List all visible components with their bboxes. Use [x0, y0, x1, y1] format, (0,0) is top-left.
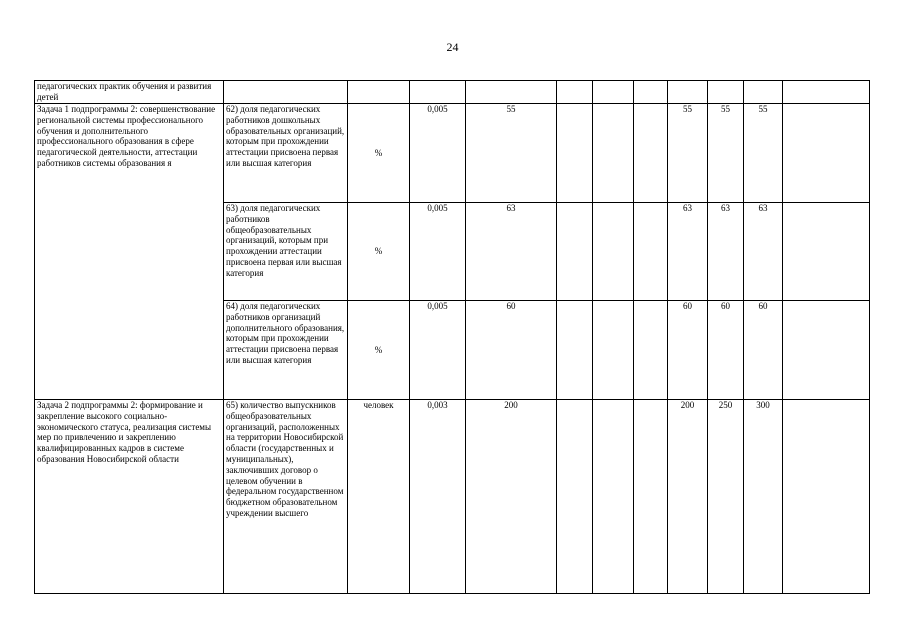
unit-cell: % — [348, 104, 410, 203]
table-row — [35, 104, 870, 203]
weight-cell: 0,005 — [410, 301, 466, 400]
note-cell — [783, 81, 870, 104]
note-cell — [783, 400, 870, 594]
indicator-cell: 64) доля педагогических работников организаций дополнительного образования, которым при прохождении аттестации присвоена первая или высшая категория — [224, 301, 348, 400]
task-cell: Задача 1 подпрограммы 2: совершенствование региональной системы профессионального обучения и дополнительного профессионального образования в сфере педагогической деятельности, аттестации работников системы образования я — [35, 104, 224, 400]
empty-cell — [557, 400, 593, 594]
base-value-cell — [466, 81, 557, 104]
weight-cell: 0,005 — [410, 104, 466, 203]
empty-cell — [557, 301, 593, 400]
empty-cell — [593, 400, 634, 594]
empty-cell — [634, 81, 668, 104]
note-cell — [783, 104, 870, 203]
year1-cell: 60 — [668, 301, 708, 400]
indicators-table — [34, 80, 870, 594]
year3-cell: 300 — [744, 400, 783, 594]
base-value-cell: 200 — [466, 400, 557, 594]
note-cell — [783, 203, 870, 301]
empty-cell — [593, 203, 634, 301]
weight-cell: 0,005 — [410, 203, 466, 301]
empty-cell — [593, 104, 634, 203]
empty-cell — [593, 81, 634, 104]
note-cell — [783, 301, 870, 400]
year2-cell: 55 — [708, 104, 744, 203]
year1-cell: 63 — [668, 203, 708, 301]
indicator-cell: 62) доля педагогических работников дошкольных образовательных организаций, которым при прохождении аттестации присвоена первая или высшая категория — [224, 104, 348, 203]
year2-cell: 60 — [708, 301, 744, 400]
task-cell: педагогических практик обучения и развития детей — [35, 81, 224, 104]
empty-cell — [634, 301, 668, 400]
year3-cell: 60 — [744, 301, 783, 400]
empty-cell — [634, 104, 668, 203]
empty-cell — [557, 81, 593, 104]
base-value-cell: 60 — [466, 301, 557, 400]
year3-cell — [744, 81, 783, 104]
year3-cell: 55 — [744, 104, 783, 203]
empty-cell — [593, 301, 634, 400]
page-number: 24 — [446, 40, 459, 54]
table-row — [35, 81, 870, 104]
base-value-cell: 63 — [466, 203, 557, 301]
empty-cell — [634, 203, 668, 301]
unit-cell: % — [348, 301, 410, 400]
empty-cell — [634, 400, 668, 594]
year2-cell — [708, 81, 744, 104]
indicator-cell: 63) доля педагогических работников общеобразовательных организаций, которым при прохождении аттестации присвоена первая или высшая категория — [224, 203, 348, 301]
indicator-cell — [224, 81, 348, 104]
year2-cell: 250 — [708, 400, 744, 594]
weight-cell — [410, 81, 466, 104]
year1-cell — [668, 81, 708, 104]
year2-cell: 63 — [708, 203, 744, 301]
year1-cell: 200 — [668, 400, 708, 594]
indicator-cell: 65) количество выпускников общеобразовательных организаций, расположенных на территории Новосибирской области (государственных и муниципальных), заключивших договор о целевом обучении в федеральном государственном бюджетном образовательном учреждении высшего — [224, 400, 348, 594]
empty-cell — [557, 203, 593, 301]
unit-cell: человек — [348, 400, 410, 594]
task-cell: Задача 2 подпрограммы 2: формирование и закрепление высокого социально-экономического статуса, реализация системы мер по привлечению и закреплению квалифицированных кадров в системе образования Новосибирской области — [35, 400, 224, 594]
table-row — [35, 400, 870, 594]
year3-cell: 63 — [744, 203, 783, 301]
year1-cell: 55 — [668, 104, 708, 203]
base-value-cell: 55 — [466, 104, 557, 203]
empty-cell — [557, 104, 593, 203]
unit-cell: % — [348, 203, 410, 301]
unit-cell — [348, 81, 410, 104]
weight-cell: 0,003 — [410, 400, 466, 594]
